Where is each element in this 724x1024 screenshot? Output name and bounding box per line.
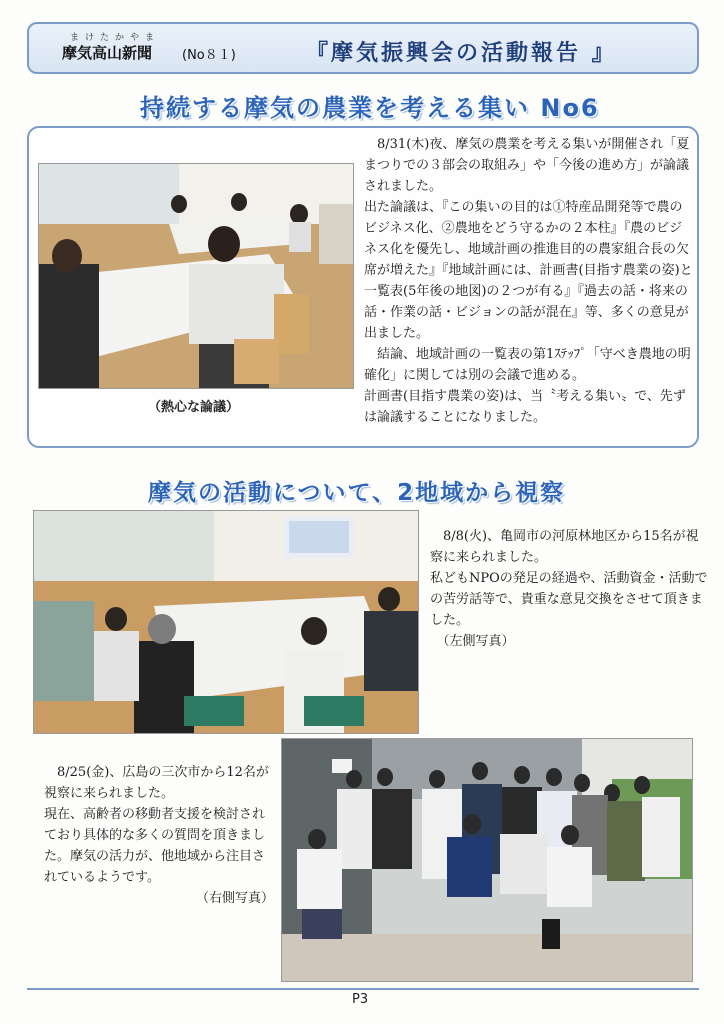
paper-name-ruby: まけたかやま [70,33,161,43]
paragraph: 私どもNPOの発足の経過や、活動資金・活動での苦労話等で、貴重な意見交換をさせて頂きました。 [430,571,708,628]
meeting-photo [38,163,354,389]
issue-number: (No８１) [182,48,236,63]
paragraph: 8/25(金)、広島の三次市から12名が視察に来られました。 [44,765,269,801]
photo-note: （右側写真） [195,891,274,906]
footer-divider [27,988,699,990]
photo-note: （左側写真） [430,634,515,649]
paragraph: 8/31(木)夜、摩気の農業を考える集いが開催され「夏まつりでの３部会の取組み」や「今後の進め方」が論議されました。 [364,137,690,194]
section2-heading: 摩気の活動について、2地域から視察 [148,480,566,506]
paragraph: 現在、高齢者の移動者支援を検討されており具体的な多くの質問を頂きました。摩気の活力が、他地域から注目されているようです。 [44,807,266,885]
paragraph: 結論、地域計画の一覧表の第1ｽﾃｯﾌﾟ「守べき農地の明確化」に関しては別の会議で進める。 [364,347,691,383]
page-number: P3 [352,992,369,1007]
paragraph: 8/8(火)、亀岡市の河原林地区から15名が視察に来られました。 [430,529,699,565]
paper-name: 摩気高山新聞 [62,44,153,62]
section1-text [364,134,694,428]
paragraph: 出た論議は、『この集いの目的は①特産品開発等で農のビジネス化、②農地をどう守るかの２本柱』『農のビジネス化を優先し、地域計画の推進目的の農家組合長の欠席が増えた』『地域計画には、計画書(目指す農業の姿)と一覧表(5年後の地図)の２つが有る』『過去の話・将来の話・作業の話・ビジョンの話が混在』等、多くの意見が出ました。 [364,200,693,341]
visit-miyoshi-group-photo [281,738,693,982]
banner-title: 『摩気振興会の活動報告 』 [306,41,617,66]
visit-miyoshi-text [44,762,274,909]
photo-caption: （熱心な論議） [148,400,240,415]
section1-heading: 持続する摩気の農業を考える集い No6 [140,94,600,122]
visit-kameoka-photo [33,510,419,734]
paragraph: 計画書(目指す農業の姿)は、当〝考える集い〟で、先ずは論議することになりました。 [364,389,686,425]
visit-kameoka-text [430,526,710,652]
